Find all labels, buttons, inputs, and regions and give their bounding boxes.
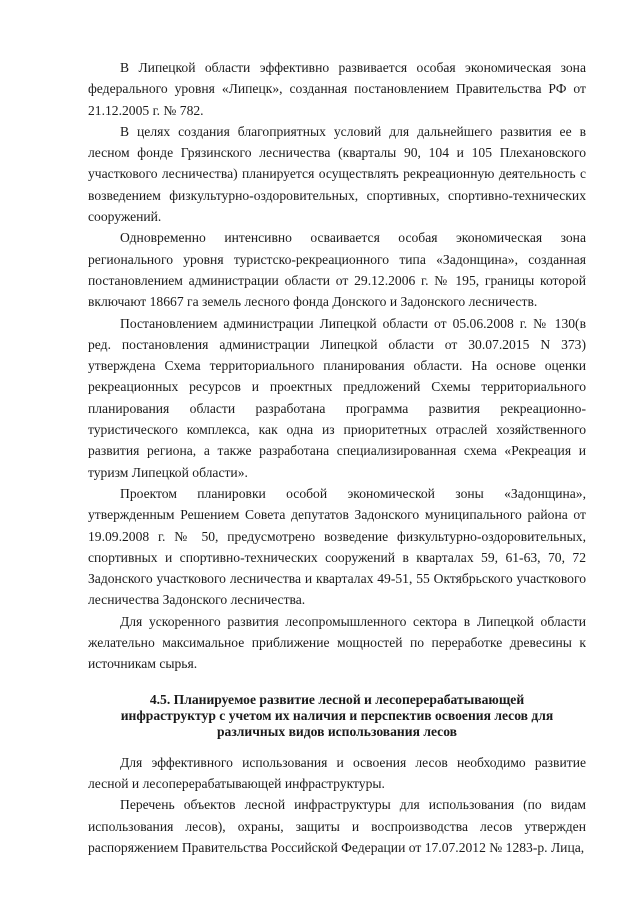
document-page <box>88 57 586 858</box>
paragraph-lipetsk-sez: В Липецкой области эффективно развивается особая экономическая зона федерального уровня «Липецк», созданная постановлением Правительства РФ от 21.12.2005 г. № 782. <box>88 60 586 118</box>
paragraph-territorial-planning: Постановлением администрации Липецкой области от 05.06.2008 г. № 130(в ред. постановления администрации Липецкой области от 30.07.2015 N 373) утверждена Схема территориального планирования области. На основе оценки рекреационных ресурсов и проектных предложений Схемы территориального планирования области разработана программа развития рекреационно-туристического комплекса, как одна из приоритетных отраслей хозяйственного развития региона, а также разработана специализированная схема «Рекреация и туризм Липецкой области». <box>88 315 586 480</box>
paragraph-timber-sector: Для ускоренного развития лесопромышленного сектора в Липецкой области желательно максимальное приближение мощностей по переработке древесины к источникам сырья. <box>88 613 586 672</box>
paragraph-infrastructure-need: Для эффективного использования и освоения лесов необходимо развитие лесной и лесоперерабатывающей инфраструктуры. <box>88 754 586 791</box>
paragraph-planning-project: Проектом планировки особой экономической зоны «Задонщина», утвержденным Решением Совета депутатов Задонского муниципального района от 19.09.2008 г. № 50, предусмотрено возведение физкультурно-оздоровительных, спортивных и спортивно-технических сооружений в кварталах 59, 61-63, 70, 72 Задонского участкового лесничества и кварталах 49-51, 55 Октябрьского участкового лесничества Задонского лесничества. <box>88 485 586 608</box>
paragraph-gryazi-forestry: В целях создания благоприятных условий для дальнейшего развития ее в лесном фонде Грязинского лесничества (кварталы 90, 104 и 105 Плехановского участкового лесничества) планируется осуществлять рекреационную деятельность с возведением физкультурно-оздоровительных, спортивных, спортивно-технических сооружений. <box>88 123 586 225</box>
section-heading: 4.5. Планируемое развитие лесной и лесоперерабатывающей инфраструктур с учетом их наличия и перспектив освоения лесов для различных видов использования лесов <box>120 691 554 739</box>
paragraph-zadonshchina-sez: Одновременно интенсивно осваивается особая экономическая зона регионального уровня туристско-рекреационного типа «Задонщина», созданная постановлением администрации области от 29.12.2006 г. № 195, границы которой включают 18667 га земель лесного фонда Донского и Задонского лесничеств. <box>88 230 586 310</box>
paragraph-infrastructure-list: Перечень объектов лесной инфраструктуры для использования (по видам использования лесов), охраны, защиты и воспроизводства лесов утвержден распоряжением Правительства Российской Федерации от 17.07.2012 № 1283-р. Лица, <box>88 797 586 855</box>
